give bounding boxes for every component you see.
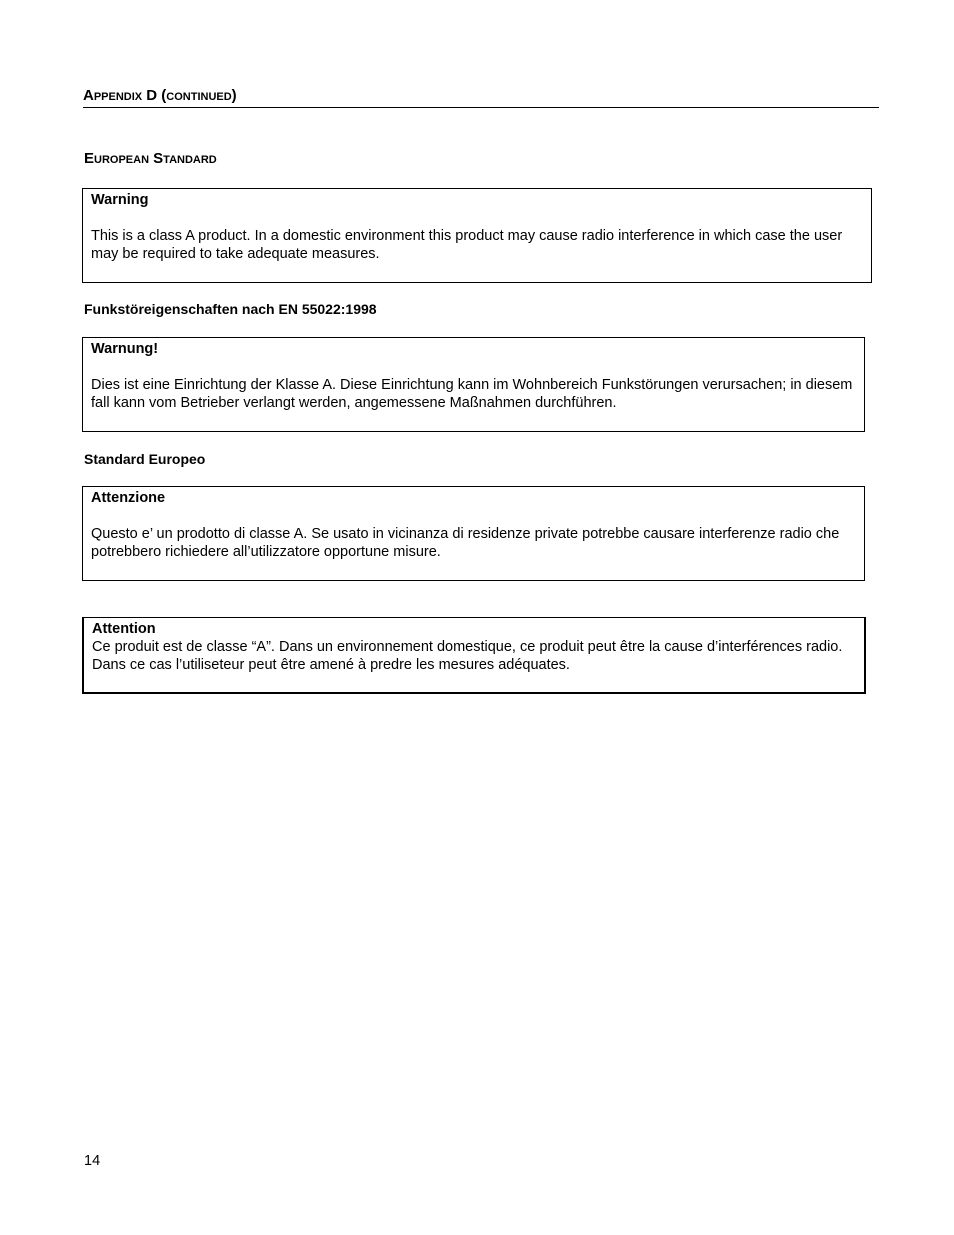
spacer: [91, 507, 856, 525]
page-number: 14: [84, 1153, 101, 1169]
warning-title: Warning: [91, 192, 149, 208]
warning-box-french: [82, 617, 866, 694]
warnung-title: Warnung!: [91, 341, 159, 357]
appendix-header: Appendix D (continued): [83, 84, 879, 108]
italian-heading: Standard Europeo: [84, 451, 206, 467]
spacer: [91, 209, 863, 227]
attenzione-text: Questo e’ un prodotto di classe A. Se usato in vicinanza di residenze private potrebbe causare interferenze radio che potrebbero richiedere all’utilizzatore opportune misure.: [91, 526, 840, 560]
attention-text: Ce produit est de classe “A”. Dans un environnement domestique, ce produit peut être la cause d’interférences radio. Dans ce cas l’utiliseteur peut être amené à predre les mesures adéquates.: [92, 639, 843, 673]
section-title: European Standard: [84, 150, 217, 167]
warning-text: This is a class A product. In a domestic environment this product may cause radio interference in which case the user may be required to take adequate measures.: [91, 228, 843, 262]
warning-box-english: [82, 188, 872, 283]
attenzione-title: Attenzione: [91, 490, 166, 506]
german-heading: Funkstöreigenschaften nach EN 55022:1998: [84, 301, 377, 317]
warnung-text: Dies ist eine Einrichtung der Klasse A. Diese Einrichtung kann im Wohnbereich Funkstörungen verursachen; in diesem fall kann vom Betrieber verlangt werden, angemessene Maßnahmen durchführen.: [91, 377, 853, 411]
warning-box-german: [82, 337, 865, 432]
attention-title: Attention: [92, 621, 156, 637]
warning-box-italian: [82, 486, 865, 581]
spacer: [91, 358, 856, 376]
